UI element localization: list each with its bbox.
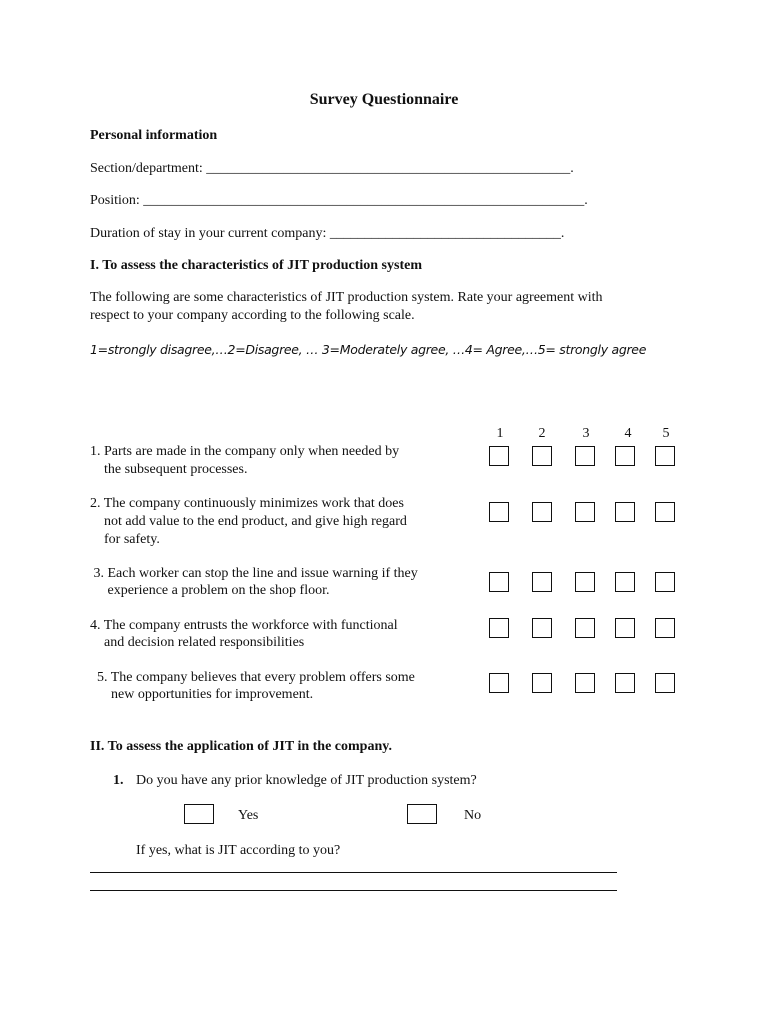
q4-rating-4-checkbox[interactable] [615, 618, 635, 638]
part1-heading: I. To assess the characteristics of JIT production system [90, 258, 422, 273]
no-checkbox[interactable] [407, 804, 437, 824]
q5-rating-5-checkbox[interactable] [655, 673, 675, 693]
yes-checkbox[interactable] [184, 804, 214, 824]
part2-heading: II. To assess the application of JIT in the company. [90, 739, 392, 754]
q2-rating-3-checkbox[interactable] [575, 502, 595, 522]
question-3-line2: experience a problem on the shop floor. [90, 583, 330, 598]
yes-label: Yes [238, 808, 259, 823]
personal-info-heading: Personal information [90, 128, 218, 143]
q1-rating-3-checkbox[interactable] [575, 446, 595, 466]
question-2-line2: not add value to the end product, and give high regard [90, 514, 407, 529]
q1-rating-1-checkbox[interactable] [489, 446, 509, 466]
question-4-line2: and decision related responsibilities [90, 635, 305, 650]
question-5-line1: 5. The company believes that every problem offers some [90, 670, 415, 685]
q5-rating-2-checkbox[interactable] [532, 673, 552, 693]
scale-number-5: 5 [662, 426, 670, 441]
part2-question-1-text: Do you have any prior knowledge of JIT production system? [136, 773, 477, 788]
q1-rating-4-checkbox[interactable] [615, 446, 635, 466]
question-1-line1: 1. Parts are made in the company only when needed by [90, 444, 400, 459]
document-title: Survey Questionnaire [309, 91, 459, 108]
question-5-line2: new opportunities for improvement. [90, 687, 314, 702]
part2-question-1-number: 1. [113, 773, 124, 788]
q4-rating-2-checkbox[interactable] [532, 618, 552, 638]
q3-rating-4-checkbox[interactable] [615, 572, 635, 592]
q1-rating-5-checkbox[interactable] [655, 446, 675, 466]
followup-question: If yes, what is JIT according to you? [136, 843, 341, 858]
no-label: No [464, 808, 482, 823]
q3-rating-1-checkbox[interactable] [489, 572, 509, 592]
q2-rating-4-checkbox[interactable] [615, 502, 635, 522]
question-1-line2: the subsequent processes. [90, 462, 248, 477]
scale-number-4: 4 [624, 426, 632, 441]
q5-rating-1-checkbox[interactable] [489, 673, 509, 693]
q1-rating-2-checkbox[interactable] [532, 446, 552, 466]
q5-rating-4-checkbox[interactable] [615, 673, 635, 693]
scale-number-2: 2 [538, 426, 546, 441]
duration-field[interactable]: Duration of stay in your current company: _________________________________. [90, 226, 565, 241]
q2-rating-2-checkbox[interactable] [532, 502, 552, 522]
part1-intro-line1: The following are some characteristics of JIT production system. Rate your agreement with [90, 290, 603, 305]
position-field[interactable]: Position: _______________________________________________________________. [90, 193, 588, 208]
scale-number-1: 1 [496, 426, 504, 441]
scale-number-3: 3 [582, 426, 590, 441]
question-4-line1: 4. The company entrusts the workforce with functional [90, 618, 398, 633]
q3-rating-2-checkbox[interactable] [532, 572, 552, 592]
section-department-field[interactable]: Section/department: ____________________________________________________. [90, 161, 574, 176]
answer-line-2[interactable] [90, 890, 617, 891]
question-2-line3: for safety. [90, 532, 160, 547]
q4-rating-1-checkbox[interactable] [489, 618, 509, 638]
q5-rating-3-checkbox[interactable] [575, 673, 595, 693]
question-2-line1: 2. The company continuously minimizes work that does [90, 496, 404, 511]
q2-rating-1-checkbox[interactable] [489, 502, 509, 522]
q4-rating-5-checkbox[interactable] [655, 618, 675, 638]
answer-line-1[interactable] [90, 872, 617, 873]
part1-intro-line2: respect to your company according to the following scale. [90, 308, 415, 323]
question-3-line1: 3. Each worker can stop the line and issue warning if they [90, 566, 418, 581]
rating-scale-legend: 1=strongly disagree,…2=Disagree, … 3=Moderately agree, …4= Agree,…5= strongly agree [90, 342, 647, 357]
q3-rating-3-checkbox[interactable] [575, 572, 595, 592]
q4-rating-3-checkbox[interactable] [575, 618, 595, 638]
q2-rating-5-checkbox[interactable] [655, 502, 675, 522]
q3-rating-5-checkbox[interactable] [655, 572, 675, 592]
